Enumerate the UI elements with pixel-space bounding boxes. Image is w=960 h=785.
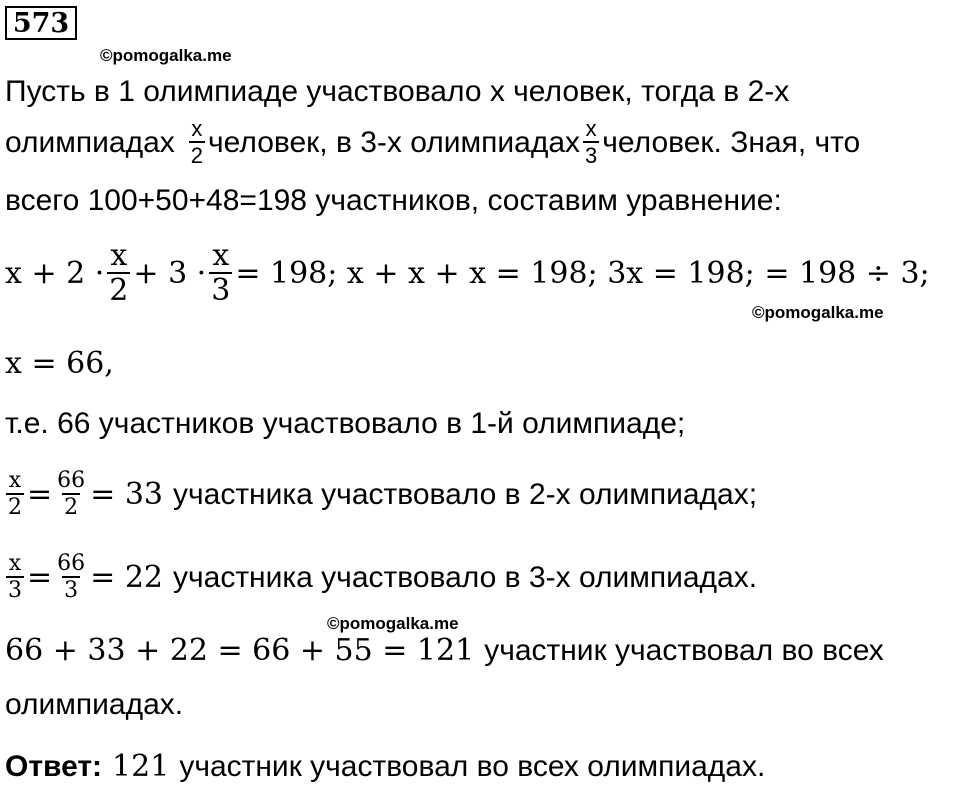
answer-number: 121 [112, 749, 170, 784]
fraction [6, 553, 24, 602]
equals-sign: = [27, 476, 53, 512]
text-line-3: всего 100+50+48=198 участников, составим уравнение: [5, 184, 782, 217]
equation-part: = 198; x + x + x = 198; 3x = 198; = 198 ÷ 3; [235, 255, 930, 291]
fraction-denominator: 2 [109, 273, 129, 308]
equation-line [5, 238, 930, 308]
fraction-denominator: 3 [585, 143, 598, 168]
fraction-denominator: 3 [64, 578, 79, 603]
fraction-numerator: x [8, 551, 22, 576]
fraction [209, 238, 232, 308]
answer-line [5, 749, 766, 784]
x-result: x = 66, [5, 346, 114, 381]
fraction-numerator: 66 [57, 551, 86, 576]
text-segment: участник участвовал во всех [484, 634, 884, 667]
math-result: = 22 [90, 559, 163, 595]
watermark: ©pomogalka.me [752, 303, 884, 322]
equation-part: x + 2 · [5, 255, 105, 291]
third-olympiad-line [3, 553, 757, 602]
answer-text: участник участвовал во всех олимпиадах. [179, 750, 766, 783]
fraction-denominator: 3 [211, 273, 231, 308]
sum-equation: 66 + 33 + 22 = 66 + 55 = 121 [5, 633, 475, 668]
math-result: = 33 [90, 476, 163, 512]
fraction-numerator: x [212, 238, 230, 273]
text-line-2 [5, 118, 860, 167]
fraction-numerator: x [8, 468, 22, 493]
text-segment: участника участвовало в 2-х олимпиадах; [173, 477, 758, 511]
text-segment: участника участвовало в 3-х олимпиадах. [173, 560, 758, 594]
task-number: 573 [5, 6, 77, 40]
fraction-numerator: x [585, 116, 597, 141]
watermark: ©pomogalka.me [100, 46, 232, 65]
text-segment: человек, в 3-х олимпиадах [208, 125, 581, 159]
fraction-numerator: x [191, 116, 203, 141]
answer-label: Ответ: [5, 750, 103, 783]
equation-part: + 3 · [133, 255, 207, 291]
fraction-numerator: x [110, 238, 128, 273]
watermark: ©pomogalka.me [327, 614, 459, 633]
fraction [55, 553, 87, 602]
fraction-denominator: 2 [64, 495, 79, 520]
fraction-denominator: 2 [8, 495, 22, 520]
fraction-denominator: 2 [190, 143, 204, 168]
fraction [107, 238, 130, 308]
text-segment: человек. Зная, что [602, 125, 861, 159]
fraction [189, 118, 205, 167]
fraction-denominator: 3 [8, 578, 22, 603]
text-segment: олимпиадах [5, 125, 175, 159]
fraction [583, 118, 599, 167]
fraction [55, 470, 87, 519]
sum-line [5, 633, 884, 668]
fraction-numerator: 66 [57, 468, 86, 493]
sum-line-continuation: олимпиадах. [5, 688, 184, 721]
second-olympiad-line [3, 470, 757, 519]
fraction [6, 470, 24, 519]
equals-sign: = [27, 559, 53, 595]
text-line-1: Пусть в 1 олимпиаде участвовало x человек, тогда в 2-х [5, 75, 790, 108]
text-line-first-olympiad: т.е. 66 участников участвовало в 1-й олимпиаде; [5, 407, 686, 440]
